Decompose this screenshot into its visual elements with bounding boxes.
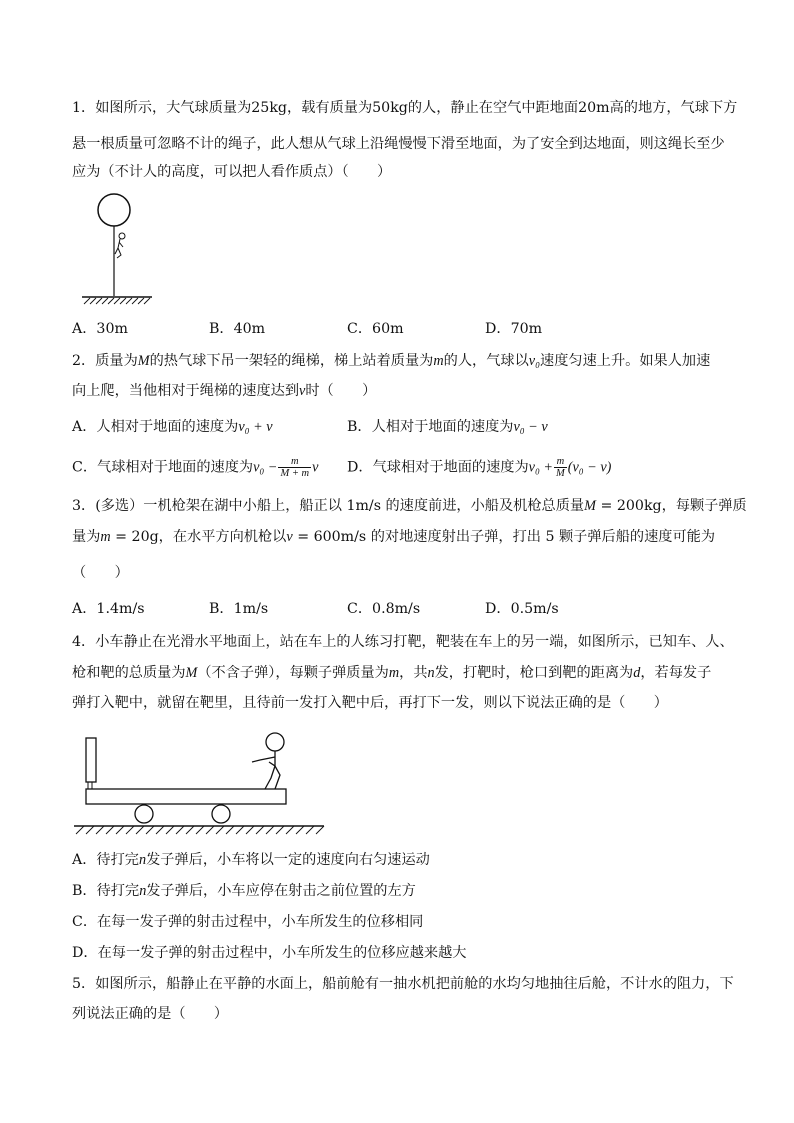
q5-line-1: 5．如图所示，船静止在平静的水面上，船前舱有一抽水机把前舱的水均匀地抽往后舱，不计水的阻力，下 (72, 976, 734, 992)
q2-var-m: m (433, 353, 444, 369)
q4-text-a: 枪和靶的总质量为 (72, 665, 186, 681)
q3-option-c[interactable]: C．0.8m/s (347, 601, 421, 617)
q3-option-d[interactable]: D．0.5m/s (485, 601, 559, 617)
q3-line-2 (72, 527, 727, 547)
q3-line-3: （ ） (72, 565, 129, 581)
q2-option-c-pre: v₀ − (253, 459, 278, 476)
q4-var-M: M (185, 665, 198, 681)
q4-var-m: m (388, 665, 400, 681)
balloon-figure (78, 192, 154, 308)
q4-option-c[interactable]: C．在每一发子弹的射击过程中，小车所发生的位移相同 (72, 914, 424, 930)
q2-text-d: 速度匀速上升。如果人加速 (540, 353, 711, 369)
q4-option-a[interactable] (72, 850, 430, 870)
q3-option-a[interactable]: A．1.4m/s (72, 601, 145, 617)
q3-text-b: = 200kg，每颗子弹质 (595, 498, 747, 514)
q4-option-a-text-1: A．待打完 (72, 852, 139, 868)
q2-line-2 (72, 381, 727, 401)
q4-line-1: 4．小车静止在光滑水平地面上，站在车上的人练习打靶，靶装在车上的另一端，如图所示，已知车、人、 (72, 634, 734, 650)
q5-line-2: 列说法正确的是（ ） (72, 1006, 229, 1022)
q4-option-a-text-2: 发子弹后，小车将以一定的速度向右匀速运动 (146, 852, 430, 868)
q1-option-b[interactable]: B．40m (209, 321, 266, 337)
q3-var-v: v (286, 529, 293, 545)
q3-var-m: m (100, 529, 111, 545)
q2-option-c-denominator: M + m (280, 468, 310, 479)
q2-option-d[interactable] (347, 456, 611, 479)
q2-option-c-label: C．气球相对于地面的速度为 (72, 459, 254, 476)
q2-option-b-expr: v₀ − v (513, 419, 548, 435)
q2-option-d-denominator: M (556, 468, 565, 479)
q4-var-d: d (633, 665, 641, 681)
q2-option-d-post: (v₀ − v) (567, 459, 612, 476)
q3-line-1 (72, 496, 747, 516)
q4-var-n: n (427, 665, 435, 681)
q2-option-c-numerator: m (278, 456, 311, 468)
q1-option-a[interactable]: A．30m (72, 321, 128, 337)
q2-var-v0: v₀ (528, 353, 540, 369)
cart-target-figure (70, 730, 328, 836)
q3-text-a: 3．(多选）一机枪架在湖中小船上，船正以 1m/s 的速度前进，小船及机枪总质量 (72, 498, 585, 514)
q2-option-c-post: v (312, 459, 319, 476)
q1-option-d[interactable]: D．70m (485, 321, 543, 337)
q1-line-1: 1．如图所示，大气球质量为25kg，载有质量为50kg的人，静止在空气中距地面20m高的地方，气球下方 (72, 100, 738, 116)
q3-text-d: = 20g，在水平方向机枪以 (110, 529, 287, 545)
q4-line-2 (72, 663, 727, 683)
q2-option-a-label: A．人相对于地面的速度为 (72, 419, 239, 435)
q2-text-a: 2．质量为 (72, 353, 138, 369)
q3-option-b[interactable]: B．1m/s (209, 601, 269, 617)
q2-option-d-label: D．气球相对于地面的速度为 (347, 459, 529, 476)
q4-option-b[interactable] (72, 881, 416, 901)
q4-option-d[interactable]: D．在每一发子弹的射击过程中，小车所发生的位移应越来越大 (72, 945, 467, 961)
q2-line-1 (72, 351, 727, 371)
q1-line-3: 应为（不计人的高度，可以把人看作质点）（ ） (72, 164, 392, 180)
q4-option-b-var-n: n (139, 883, 147, 899)
q2-text-e: 向上爬，当他相对于绳梯的速度达到 (72, 383, 300, 399)
q2-option-a[interactable] (72, 417, 273, 437)
q2-option-d-numerator: m (554, 456, 567, 468)
q2-option-c-fraction (278, 456, 311, 479)
q4-option-a-var-n: n (139, 852, 147, 868)
q4-option-b-text-2: 发子弹后，小车应停在射击之前位置的左方 (146, 883, 416, 899)
q2-option-d-fraction (554, 456, 567, 479)
q4-text-b: （不含子弹），每颗子弹质量为 (197, 665, 389, 681)
q2-var-M: M (137, 353, 150, 369)
q3-text-c: 量为 (72, 529, 101, 545)
q2-var-v: v (299, 383, 306, 399)
q4-text-e: ，若每发子 (640, 665, 712, 681)
q2-option-d-pre: v₀ + (528, 459, 553, 476)
q4-option-b-text-1: B．待打完 (72, 883, 140, 899)
q2-option-c[interactable] (72, 456, 318, 479)
q2-text-f: 时（ ） (305, 383, 377, 399)
q3-text-e: = 600m/s 的对地速度射出子弹，打出 5 颗子弹后船的速度可能为 (292, 529, 716, 545)
q4-text-d: 发，打靶时，枪口到靶的距离为 (434, 665, 634, 681)
q3-var-M: M (584, 498, 596, 514)
q2-text-c: 的人，气球以 (443, 353, 529, 369)
q2-option-b-label: B．人相对于地面的速度为 (347, 419, 514, 435)
q2-option-b[interactable] (347, 417, 548, 437)
q2-text-b: 的热气球下吊一架轻的绳梯，梯上站着质量为 (149, 353, 434, 369)
q2-option-a-expr: v₀ + v (238, 419, 273, 435)
q1-option-c[interactable]: C．60m (347, 321, 404, 337)
q1-line-2: 悬一根质量可忽略不计的绳子，此人想从气球上沿绳慢慢下滑至地面，为了安全到达地面，则这绳长至少 (72, 136, 725, 152)
q4-line-3: 弹打入靶中，就留在靶里，且待前一发打入靶中后，再打下一发，则以下说法正确的是（ ） (72, 695, 668, 711)
q4-text-c: ，共 (399, 665, 428, 681)
